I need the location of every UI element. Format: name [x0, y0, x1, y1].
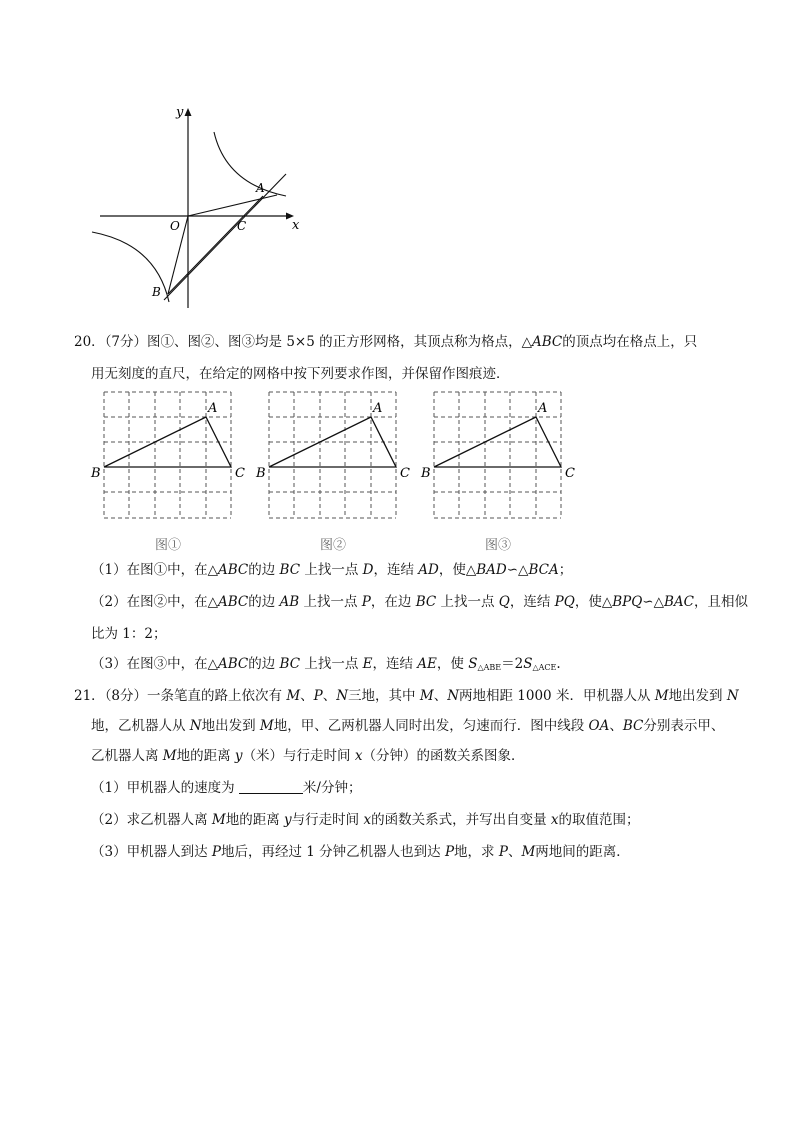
grid1-label-a: A: [208, 401, 218, 416]
segment-oa: [188, 195, 277, 216]
grid-figure-3: [420, 388, 580, 522]
grid3-caption: 图③: [484, 538, 511, 553]
q20-part2-line2: 比为 1：2；: [91, 626, 167, 642]
grid1-label-b: B: [91, 466, 101, 481]
grid-figure-1: [90, 388, 250, 522]
q21-line3: 乙机器人离 M地的距离 y（米）与行走时间 x（分钟）的函数关系图象．: [91, 748, 525, 764]
q21-part3: （3）甲机器人到达 P地后，再经过 1 分钟乙机器人也到达 P地，求 P、M两地间的距离．: [91, 844, 630, 860]
answer-blank[interactable]: [239, 779, 303, 794]
grid2-label-a: A: [373, 401, 383, 416]
grid2-caption: 图②: [319, 538, 346, 553]
grid2-label-c: C: [400, 466, 410, 481]
q21-line1: 21．（8分）一条笔直的路上依次有 M、P、N三地，其中 M、N两地相距 1000 米．甲机器人从 M地出发到 N: [74, 688, 739, 704]
label-x: x: [292, 218, 300, 233]
grid3-label-a: A: [538, 401, 548, 416]
grid2-label-b: B: [256, 466, 266, 481]
label-a: A: [256, 181, 265, 195]
label-o: O: [170, 219, 180, 233]
hyperbola-branch-upper: [214, 132, 286, 196]
q21-part1: （1）甲机器人的速度为 米/分钟；: [91, 780, 362, 796]
y-axis-arrow: [185, 108, 192, 116]
q20-intro-line1: 20．（7分）图①、图②、图③均是 5×5 的正方形网格，其顶点称为格点，△ABC的顶点均在格点上，只: [74, 334, 698, 350]
q21-line2: 地，乙机器人从 N地出发到 M地，甲、乙两机器人同时出发，匀速而行．图中线段 OA、BC分别表示甲、: [91, 718, 725, 734]
label-c: C: [237, 219, 247, 233]
q20-part3: （3）在图③中，在△ABC的边 BC 上找一点 E，连结 AE，使 $S_{\triangle ABE}=2S_{\triangle ACE}$.: [91, 656, 561, 672]
q20-part1: （1）在图①中，在△ABC的边 BC 上找一点 D，连结 AD，使△BAD∽△BCA；: [91, 562, 573, 578]
label-y: y: [176, 105, 184, 120]
q21-part2: （2）求乙机器人离 M地的距离 y与行走时间 x的函数关系式，并写出自变量 x的取值范围；: [91, 812, 640, 828]
grid-figure-2: [255, 388, 415, 522]
q20-intro-line2: 用无刻度的直尺，在给定的网格中按下列要求作图，并保留作图痕迹．: [91, 366, 510, 382]
segment-ab: [168, 196, 263, 294]
grid3-label-c: C: [565, 466, 575, 481]
grid3-label-b: B: [421, 466, 431, 481]
grid1-label-c: C: [235, 466, 245, 481]
label-b: B: [152, 285, 161, 299]
grid1-caption: 图①: [154, 538, 181, 553]
q20-part2-line1: （2）在图②中，在△ABC的边 AB 上找一点 P，在边 BC 上找一点 Q，连结 PQ，使△BPQ∽△BAC，且相似: [91, 594, 748, 610]
coordinate-figure: [90, 98, 310, 310]
